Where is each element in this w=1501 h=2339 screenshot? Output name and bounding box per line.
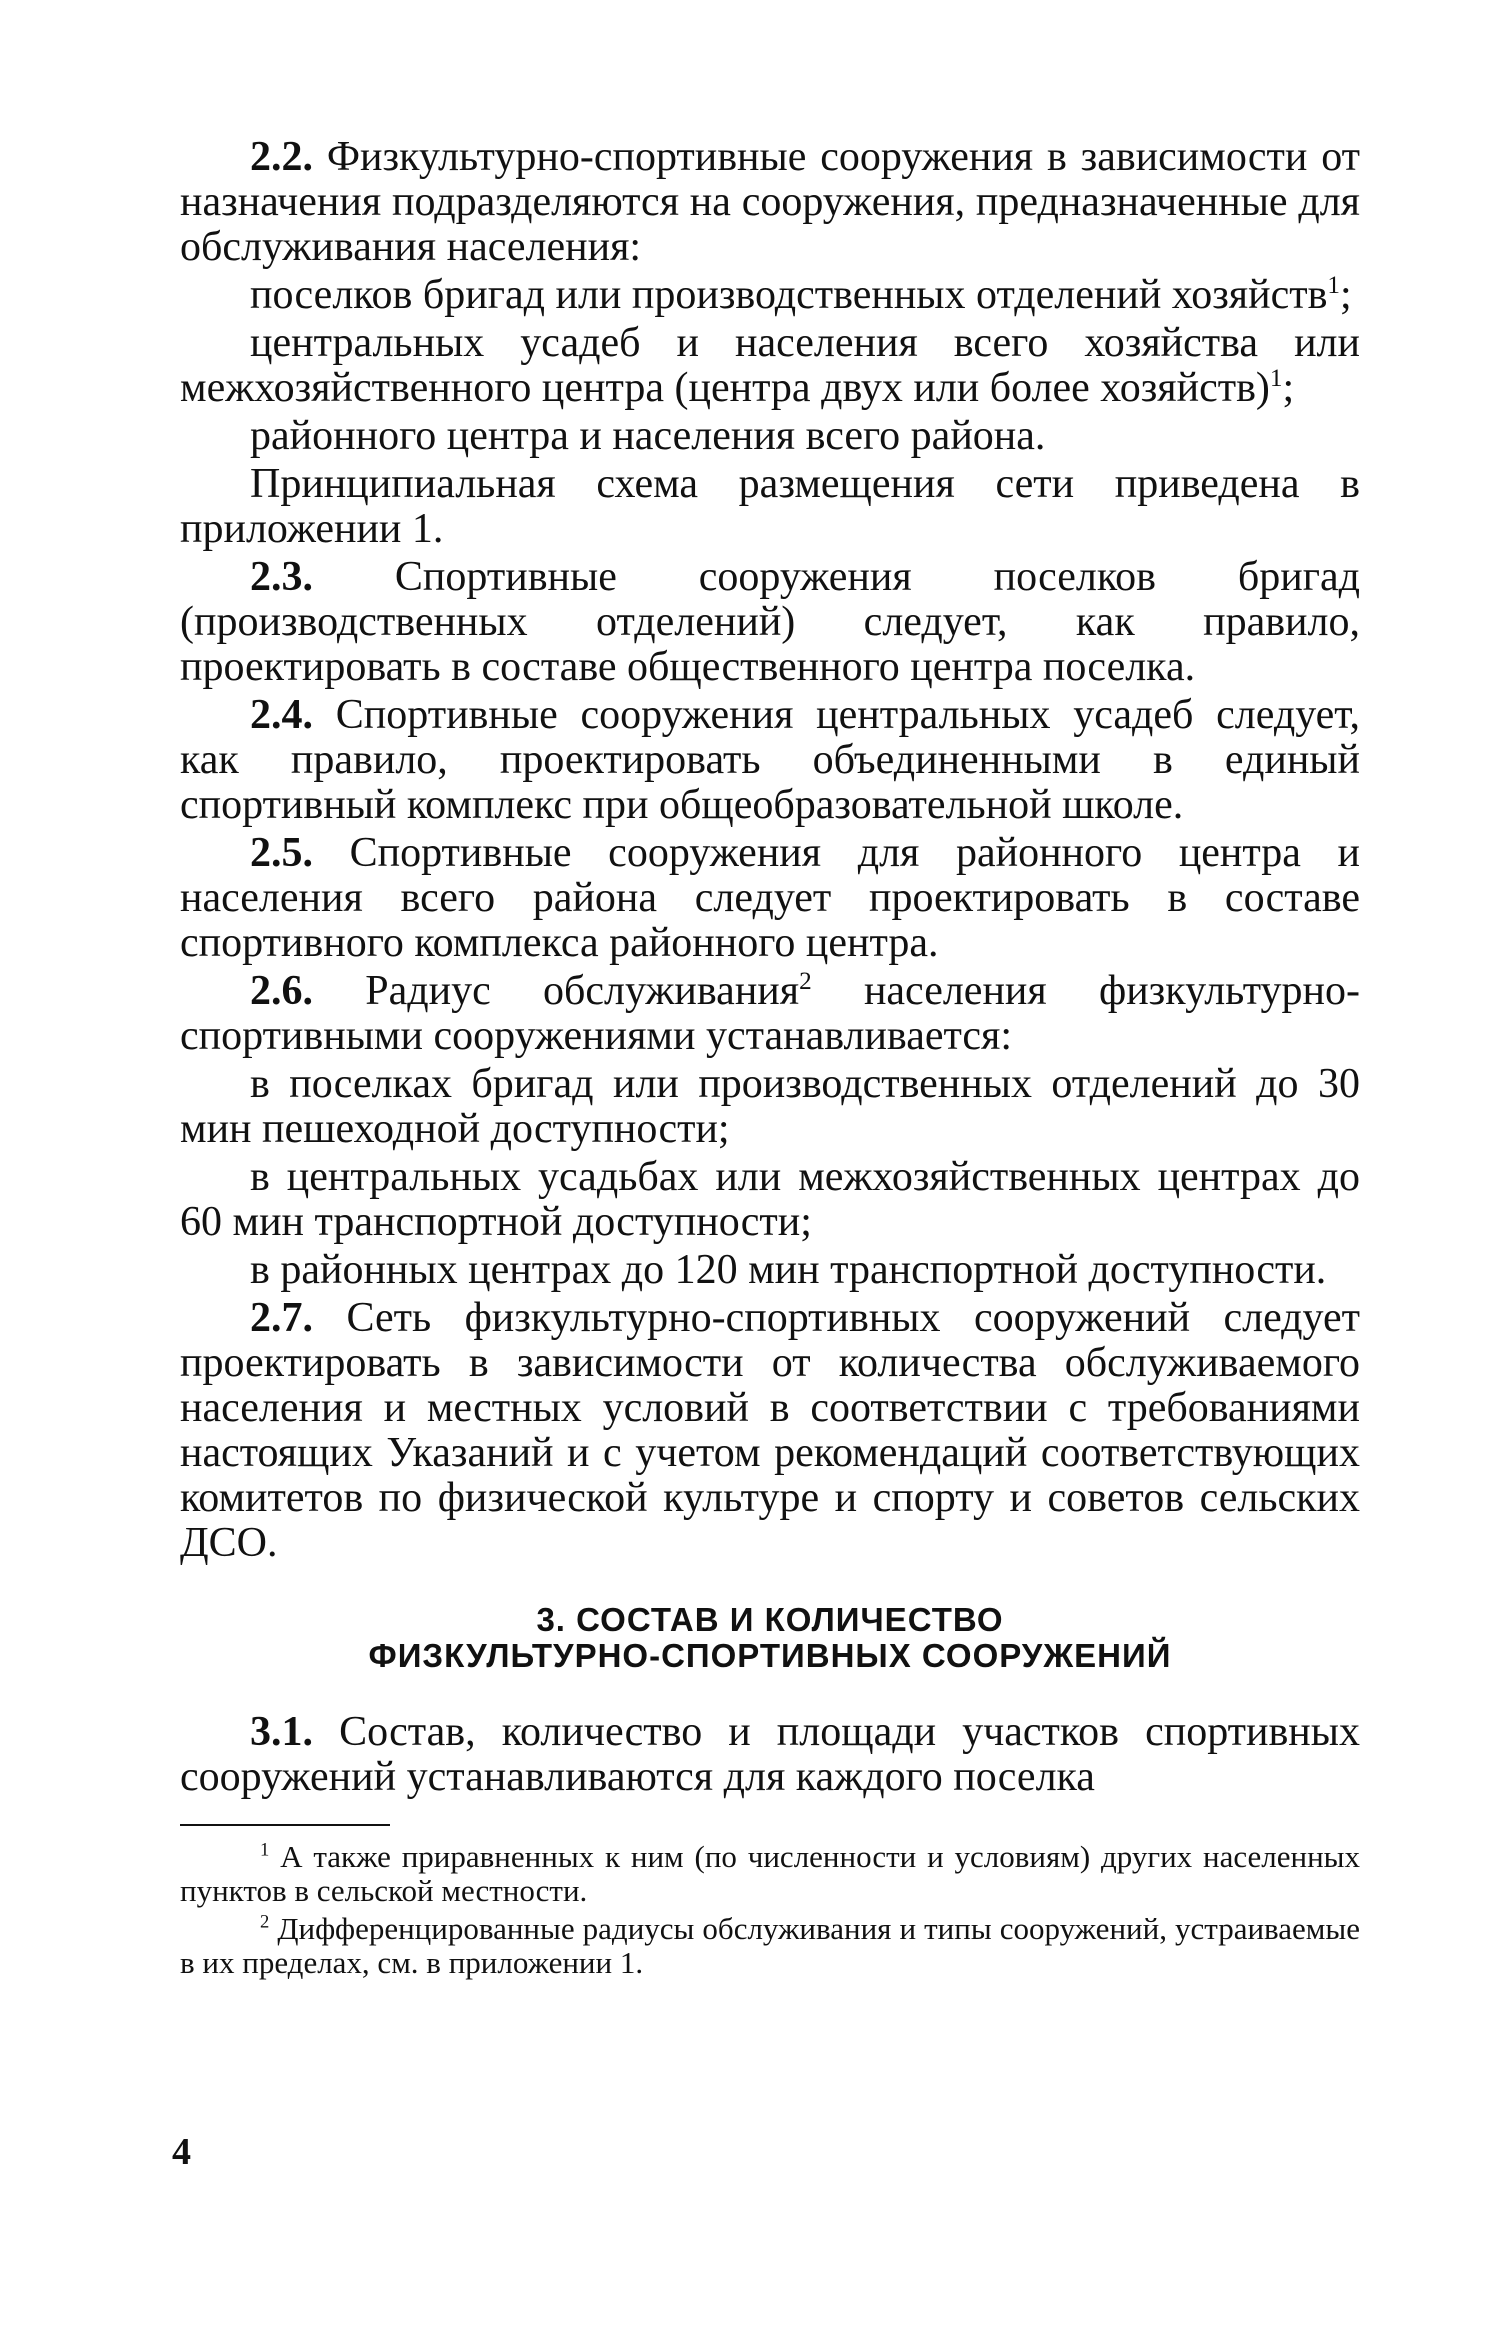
paragraph-number: 2.4. [250, 692, 313, 738]
paragraph-tail: ; [1282, 365, 1295, 411]
footnote-ref: 1 [1269, 365, 1283, 392]
list-item-transport-120 [180, 1248, 1360, 1293]
paragraph-number: 2.2. [250, 134, 313, 180]
paragraph-text: Спортивные сооружения центральных усадеб следует, как правило, проектировать объединенными в единый спортивный комплекс при общеобразовательной школе. [180, 692, 1361, 828]
paragraph-2-3 [180, 555, 1360, 690]
footnote-ref: 1 [1327, 272, 1341, 299]
paragraph-2-4 [180, 693, 1360, 828]
paragraph-2-6 [180, 969, 1360, 1059]
list-item-central-estates [180, 321, 1360, 411]
paragraph-number: 2.6. [250, 968, 313, 1014]
paragraph-scheme-note [180, 462, 1360, 552]
list-item-district-center [180, 414, 1360, 459]
paragraph-2-5 [180, 831, 1360, 966]
paragraph-text: Физкультурно-спортивные сооружения в зависимости от назначения подразделяются на сооружения, предназначенные для обслуживания населения: [180, 134, 1360, 270]
paragraph-3-1 [180, 1710, 1360, 1800]
paragraph-number: 2.3. [250, 554, 313, 600]
footnote-1 [180, 1840, 1360, 1908]
paragraph-text: в районных центрах до 120 мин транспортной доступности. [250, 1247, 1327, 1293]
paragraph-number: 3.1. [250, 1709, 313, 1755]
footnote-mark: 2 [260, 1911, 270, 1933]
section-heading-line-2: ФИЗКУЛЬТУРНО-СПОРТИВНЫХ СООРУЖЕНИЙ [368, 1637, 1172, 1674]
paragraph-number: 2.7. [250, 1295, 313, 1341]
paragraph-2-2 [180, 135, 1360, 270]
list-item-brigade-settlements [180, 273, 1360, 318]
paragraph-text: Состав, количество и площади участков спортивных сооружений устанавливаются для каждого поселка [180, 1709, 1361, 1800]
paragraph-text: Спортивные сооружения поселков бригад (производственных отделений) следует, как правило, проектировать в составе общественного центра поселка. [180, 554, 1360, 690]
paragraph-tail: населения физкультурно-спортивными сооружениями устанавливается: [180, 968, 1360, 1059]
paragraph-2-7 [180, 1296, 1360, 1566]
paragraph-text: Сеть физкультурно-спортивных сооружений следует проектировать в зависимости от количества обслуживаемого населения и местных условий в соответствии с требованиями настоящих Указаний и с учетом рекомендаций соответствующих комитетов по физической культуре и спорту и советов сельских ДСО. [180, 1295, 1360, 1566]
page-number: 4 [172, 2131, 191, 2173]
footnote-text: Дифференцированные радиусы обслуживания и типы сооружений, устраиваемые в их пределах, см. в приложении 1. [180, 1911, 1360, 1980]
paragraph-text: Радиус обслуживания [365, 968, 800, 1014]
footnote-ref: 2 [799, 968, 812, 995]
page-body [180, 135, 1360, 1984]
paragraph-text: Принципиальная схема размещения сети приведена в приложении 1. [180, 461, 1360, 552]
paragraph-text: Спортивные сооружения для районного центра и населения всего района следует проектировать в составе спортивного комплекса районного центра. [180, 830, 1361, 966]
section-heading [180, 1602, 1360, 1674]
list-item-transport-60 [180, 1155, 1360, 1245]
footnote-mark: 1 [260, 1839, 270, 1861]
paragraph-text: поселков бригад или производственных отделений хозяйств [250, 272, 1328, 318]
paragraph-text: в центральных усадьбах или межхозяйственных центрах до 60 мин транспортной доступности; [180, 1154, 1360, 1245]
footnote-2 [180, 1912, 1360, 1980]
section-heading-line-1: 3. СОСТАВ И КОЛИЧЕСТВО [536, 1601, 1004, 1638]
paragraph-text: в поселках бригад или производственных отделений до 30 мин пешеходной доступности; [180, 1061, 1360, 1152]
footnote-text: А также приравненных к ним (по численности и условиям) других населенных пунктов в сельской местности. [180, 1839, 1360, 1908]
paragraph-tail: ; [1340, 272, 1352, 318]
paragraph-number: 2.5. [250, 830, 313, 876]
paragraph-text: районного центра и населения всего района. [250, 413, 1046, 459]
paragraph-text: центральных усадеб и населения всего хозяйства или межхозяйственного центра (центра двух или более хозяйств) [180, 320, 1360, 411]
list-item-pedestrian-access [180, 1062, 1360, 1152]
footnote-divider [180, 1824, 390, 1826]
